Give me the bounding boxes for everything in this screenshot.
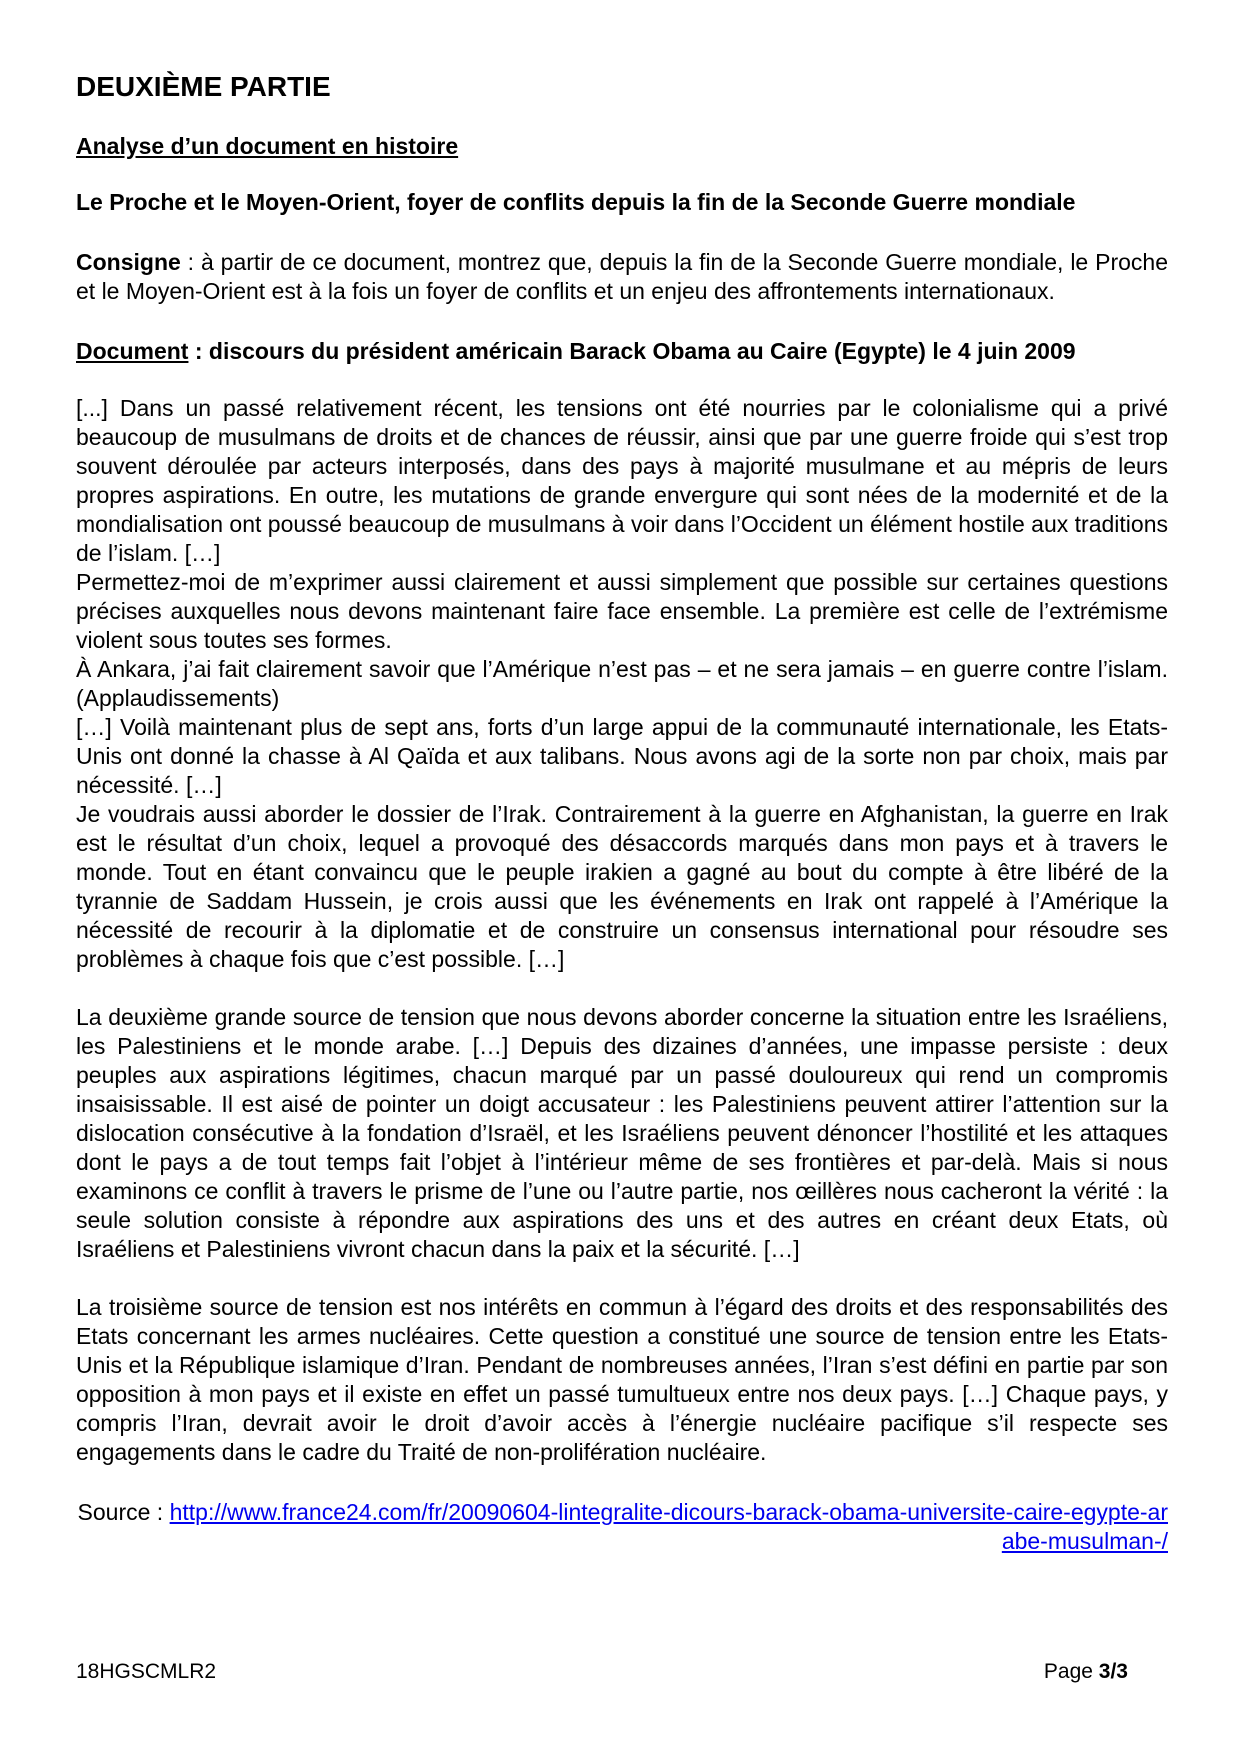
document-text [76,394,1168,1467]
part-title: DEUXIÈME PARTIE [76,71,331,102]
consigne-text: : à partir de ce document, montrez que, depuis la fin de la Seconde Guerre mondiale, le Proche et le Moyen-Orient est à la fois un foyer de conflits et un enjeu des affrontements internationaux. [76,249,1168,305]
source-line [76,1498,1168,1556]
document-paragraph: […] Voilà maintenant plus de sept ans, forts d’un large appui de la communauté internationale, les Etats-Unis ont donné la chasse à Al Qaïda et aux talibans. Nous avons agi de la sorte non par choix, mais par nécessité. […] [76,713,1168,798]
page-footer [76,1660,1128,1684]
document-paragraph: La deuxième grande source de tension que nous devons aborder concerne la situation entre les Israéliens, les Palestiniens et le monde arabe. […] Depuis des dizaines d’années, une impasse persiste : deux peuples aux aspirations légitimes, chacun marqué par un passé douloureux qui rend un compromis insaisissable. Il est aisé de pointer un doigt accusateur : les Palestiniens peuvent attirer l’attention sur la dislocation consécutive à la fondation d’Israël, et les Israéliens peuvent dénoncer l’hostilité et les attaques dont le pays a de tout temps fait l’objet à l’intérieur même de ses frontières et par-delà. Mais si nous examinons ce conflit à travers le prisme de l’une ou l’autre partie, nos œillères nous cacheront la vérité : la seule solution consiste à répondre aux aspirations des uns et des autres en créant deux Etats, où Israéliens et Palestiniens vivront chacun dans la paix et la sécurité. […] [76,1003,1168,1262]
section-title: Analyse d’un document en histoire [76,132,459,159]
document-paragraph: [...] Dans un passé relativement récent, les tensions ont été nourries par le colonialisme qui a privé beaucoup de musulmans de droits et de chances de réussir, ainsi que par une guerre froide qui s’est trop souvent déroulée par acteurs interposés, dans des pays à majorité musulmane et au mépris de leurs propres aspirations. En outre, les mutations de grande envergure qui sont nées de la modernité et de la mondialisation ont poussé beaucoup de musulmans à voir dans l’Occident un élément hostile aux traditions de l’islam. […] [76,394,1168,566]
paragraph-gap [76,974,1168,1003]
page-label: Page [1043,1660,1099,1683]
document-paragraph: La troisième source de tension est nos intérêts en commun à l’égard des droits et des responsabilités des Etats concernant les armes nucléaires. Cette question a constitué une source de tension entre les Etats-Unis et la République islamique d’Iran. Pendant de nombreuses années, l’Iran s’est défini en partie par son opposition à mon pays et il existe en effet un passé tumultueux entre nos deux pays. […] Chaque pays, y compris l’Iran, devrait avoir le droit d’avoir accès à l’énergie nucléaire pacifique s’il respecte ses engagements dans le cadre du Traité de non-prolifération nucléaire. [76,1293,1168,1465]
document-label: Document [76,338,189,365]
document-page [76,70,1168,1556]
document-title-text: : discours du président américain Barack Obama au Caire (Egypte) le 4 juin 2009 [188,338,1076,365]
consigne [76,248,1168,306]
document-title [76,337,1168,366]
document-paragraph: Je voudrais aussi aborder le dossier de l’Irak. Contrairement à la guerre en Afghanistan, la guerre en Irak est le résultat d’un choix, lequel a provoqué des désaccords marqués dans mon pays et à travers le monde. Tout en étant convaincu que le peuple irakien a gagné au bout du compte à être libéré de la tyrannie de Saddam Hussein, je crois aussi que les événements en Irak ont rappelé à l’Amérique la nécessité de recourir à la diplomatie et de construire un consensus international pour résoudre ses problèmes à chaque fois que c’est possible. […] [76,800,1168,972]
paragraph-gap [76,1264,1168,1293]
subject-title: Le Proche et le Moyen-Orient, foyer de conflits depuis la fin de la Seconde Guerre mondiale [76,189,1076,216]
consigne-label: Consigne [76,249,181,276]
source-label: Source : [77,1498,170,1525]
page-count: 3/3 [1098,1660,1128,1683]
exam-code: 18HGSCMLR2 [76,1660,217,1683]
document-paragraph: À Ankara, j’ai fait clairement savoir que l’Amérique n’est pas – et ne sera jamais – en guerre contre l’islam. (Applaudissements) [76,655,1168,711]
page-number [1044,1660,1128,1684]
document-paragraph: Permettez-moi de m’exprimer aussi clairement et aussi simplement que possible sur certaines questions précises auxquelles nous devons maintenant faire face ensemble. La première est celle de l’extrémisme violent sous toutes ses formes. [76,568,1168,653]
source-link[interactable]: http://www.france24.com/fr/20090604-lintegralite-dicours-barack-obama-universite-caire-egypte-arabe-musulman-/ [169,1498,1168,1554]
